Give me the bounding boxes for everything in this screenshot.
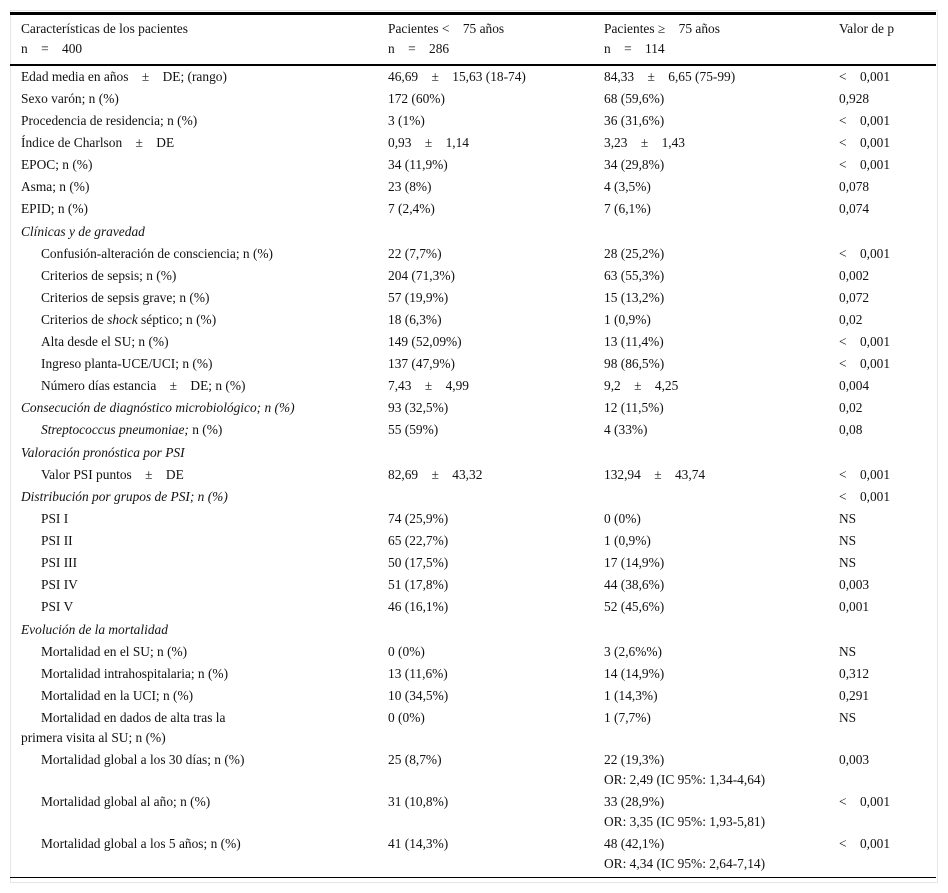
table-row	[10, 663, 936, 685]
value-75-plus: 33 (28,9%) OR: 3,35 (IC 95%: 1,93-5,81)	[593, 791, 828, 833]
row-label: Índice de Charlson ± DE	[21, 135, 175, 150]
row-label: Criterios de sepsis grave; n (%)	[41, 290, 210, 305]
row-label: Mortalidad en el SU; n (%)	[41, 644, 188, 659]
table-row	[10, 419, 936, 441]
value-75-plus: 44 (38,6%)	[604, 577, 665, 592]
value-75-plus: 84,33 ± 6,65 (75-99)	[604, 69, 736, 84]
value-under-75: 0 (0%)	[388, 710, 425, 725]
table-row	[10, 749, 936, 791]
value-under-75: 46 (16,1%)	[388, 599, 449, 614]
p-value: NS	[839, 533, 857, 548]
row-label: Criterios de sepsis; n (%)	[41, 268, 177, 283]
row-label: PSI III	[41, 555, 78, 570]
p-value: 0,003	[839, 577, 870, 592]
value-under-75: 10 (34,5%)	[388, 688, 449, 703]
row-label: Criterios de shock séptico; n (%)	[41, 312, 217, 327]
value-75-plus: 15 (13,2%)	[604, 290, 665, 305]
value-under-75: 7,43 ± 4,99	[388, 378, 469, 393]
p-value: < 0,001	[839, 135, 891, 150]
value-under-75: 50 (17,5%)	[388, 555, 449, 570]
p-value: 0,002	[839, 268, 870, 283]
value-under-75: 34 (11,9%)	[388, 157, 448, 172]
value-75-plus: 4 (3,5%)	[604, 179, 651, 194]
row-label: PSI V	[41, 599, 74, 614]
value-under-75: 51 (17,8%)	[388, 577, 449, 592]
table-row	[10, 552, 936, 574]
table-row	[10, 309, 936, 331]
p-value: 0,291	[839, 688, 870, 703]
p-value: NS	[839, 644, 857, 659]
value-under-75: 18 (6,3%)	[388, 312, 442, 327]
value-75-plus: 132,94 ± 43,74	[604, 467, 706, 482]
row-label: Consecución de diagnóstico microbiológico; n (%)	[21, 400, 295, 415]
value-under-75: 204 (71,3%)	[388, 268, 455, 283]
row-label: PSI II	[41, 533, 73, 548]
value-under-75: 23 (8%)	[388, 179, 432, 194]
p-value: NS	[839, 511, 857, 526]
value-under-75: 13 (11,6%)	[388, 666, 448, 681]
row-label: Confusión-alteración de consciencia; n (%)	[41, 246, 274, 261]
p-value: < 0,001	[839, 356, 891, 371]
value-75-plus: 28 (25,2%)	[604, 246, 665, 261]
row-label: PSI IV	[41, 577, 78, 592]
header-under-75: Pacientes < 75 años n = 286	[377, 14, 593, 65]
table-row	[10, 198, 936, 220]
value-75-plus	[593, 486, 828, 508]
table-row	[10, 65, 936, 88]
value-75-plus: 34 (29,8%)	[604, 157, 665, 172]
value-75-plus: 52 (45,6%)	[604, 599, 665, 614]
table-row	[10, 791, 936, 833]
table-header-row	[10, 14, 936, 65]
odds-ratio: OR: 2,49 (IC 95%: 1,34-4,64)	[604, 772, 766, 787]
p-value: 0,004	[839, 378, 870, 393]
value-under-75: 65 (22,7%)	[388, 533, 449, 548]
table-row	[10, 596, 936, 618]
p-value: 0,078	[839, 179, 870, 194]
row-label: Sexo varón; n (%)	[21, 91, 119, 106]
row-label: EPID; n (%)	[21, 201, 88, 216]
value-under-75: 31 (10,8%)	[388, 794, 449, 809]
value-under-75: 82,69 ± 43,32	[388, 467, 483, 482]
row-label: Alta desde el SU; n (%)	[41, 334, 169, 349]
table-row	[10, 641, 936, 663]
value-under-75: 0,93 ± 1,14	[388, 135, 469, 150]
p-value: 0,001	[839, 599, 870, 614]
value-75-plus: 9,2 ± 4,25	[604, 378, 679, 393]
table-row	[10, 375, 936, 397]
header-75-plus: Pacientes ≥ 75 años n = 114	[593, 14, 828, 65]
table-row	[10, 685, 936, 707]
table-row	[10, 353, 936, 375]
table-row	[10, 486, 936, 508]
header-characteristics: Características de los pacientes n = 400	[10, 14, 377, 65]
p-value: 0,02	[839, 400, 863, 415]
header-p-value: Valor de p	[828, 14, 936, 65]
table-row	[10, 243, 936, 265]
odds-ratio: OR: 4,34 (IC 95%: 2,64-7,14)	[604, 856, 766, 871]
p-value: 0,02	[839, 312, 863, 327]
p-value: NS	[839, 710, 857, 725]
value-75-plus: 17 (14,9%)	[604, 555, 665, 570]
value-75-plus: 3 (2,6%%)	[604, 644, 663, 659]
table-row	[10, 132, 936, 154]
table-row	[10, 707, 936, 749]
table-row	[10, 508, 936, 530]
p-value: 0,003	[839, 752, 870, 767]
table-row	[10, 464, 936, 486]
row-label: Número días estancia ± DE; n (%)	[41, 378, 246, 393]
p-value: 0,08	[839, 422, 863, 437]
value-75-plus: 1 (14,3%)	[604, 688, 658, 703]
section-title: Valoración pronóstica por PSI	[21, 445, 185, 460]
section-row	[10, 441, 936, 464]
p-value: < 0,001	[839, 246, 891, 261]
value-75-plus: 3,23 ± 1,43	[604, 135, 685, 150]
p-value: 0,928	[839, 91, 870, 106]
value-under-75: 74 (25,9%)	[388, 511, 449, 526]
value-75-plus: 1 (7,7%)	[604, 710, 651, 725]
p-value: < 0,001	[828, 833, 936, 878]
row-label: Mortalidad en la UCI; n (%)	[41, 688, 194, 703]
value-under-75: 7 (2,4%)	[388, 201, 435, 216]
table-row	[10, 265, 936, 287]
value-under-75: 3 (1%)	[388, 113, 425, 128]
table-row	[10, 287, 936, 309]
table-row	[10, 154, 936, 176]
value-under-75: 137 (47,9%)	[388, 356, 455, 371]
row-label: Mortalidad global a los 5 años; n (%)	[10, 833, 377, 878]
value-75-plus: 13 (11,4%)	[604, 334, 664, 349]
value-75-plus: 7 (6,1%)	[604, 201, 651, 216]
table-row	[10, 331, 936, 353]
row-label: Mortalidad global a los 30 días; n (%)	[41, 752, 245, 767]
table-row	[10, 574, 936, 596]
value-75-plus: 12 (11,5%)	[604, 400, 664, 415]
section-row	[10, 618, 936, 641]
p-value: < 0,001	[839, 113, 891, 128]
patient-characteristics-table	[10, 12, 936, 878]
value-75-plus: 48 (42,1%) OR: 4,34 (IC 95%: 2,64-7,14)	[593, 833, 828, 878]
value-under-75: 57 (19,9%)	[388, 290, 449, 305]
row-label: Mortalidad intrahospitalaria; n (%)	[41, 666, 229, 681]
value-75-plus: 22 (19,3%) OR: 2,49 (IC 95%: 1,34-4,64)	[593, 749, 828, 791]
p-value: < 0,001	[839, 489, 891, 504]
value-75-plus: 14 (14,9%)	[604, 666, 665, 681]
table-body	[10, 65, 936, 878]
row-label: Mortalidad global al año; n (%)	[41, 794, 211, 809]
row-label: PSI I	[41, 511, 69, 526]
value-under-75	[377, 486, 593, 508]
row-label: Distribución por grupos de PSI; n (%)	[21, 489, 228, 504]
p-value: < 0,001	[839, 157, 891, 172]
section-row	[10, 220, 936, 243]
table-row	[10, 176, 936, 198]
value-75-plus: 1 (0,9%)	[604, 533, 651, 548]
table-row	[10, 397, 936, 419]
value-75-plus: 1 (0,9%)	[604, 312, 651, 327]
p-value: NS	[839, 555, 857, 570]
row-label: Mortalidad en dados de alta tras la primera visita al SU; n (%)	[21, 710, 226, 745]
row-label: Ingreso planta-UCE/UCI; n (%)	[41, 356, 213, 371]
value-under-75: 25 (8,7%)	[388, 752, 442, 767]
value-75-plus: 98 (86,5%)	[604, 356, 665, 371]
row-label: Edad media en años ± DE; (rango)	[21, 69, 227, 84]
value-75-plus: 4 (33%)	[604, 422, 648, 437]
section-title: Clínicas y de gravedad	[21, 224, 145, 239]
value-under-75: 0 (0%)	[388, 644, 425, 659]
table-row	[10, 110, 936, 132]
row-label: Streptococcus pneumoniae; n (%)	[41, 422, 223, 437]
p-value: 0,072	[839, 290, 870, 305]
p-value: < 0,001	[839, 334, 891, 349]
odds-ratio: OR: 3,35 (IC 95%: 1,93-5,81)	[604, 814, 766, 829]
row-label: Procedencia de residencia; n (%)	[21, 113, 198, 128]
p-value: 0,074	[839, 201, 870, 216]
row-label: EPOC; n (%)	[21, 157, 93, 172]
row-label: Valor PSI puntos ± DE	[41, 467, 184, 482]
value-under-75: 41 (14,3%)	[377, 833, 593, 878]
value-under-75: 22 (7,7%)	[388, 246, 442, 261]
table-row	[10, 88, 936, 110]
p-value: < 0,001	[839, 467, 891, 482]
value-75-plus: 36 (31,6%)	[604, 113, 665, 128]
table-row	[10, 833, 936, 878]
value-under-75: 172 (60%)	[388, 91, 445, 106]
value-under-75: 149 (52,09%)	[388, 334, 462, 349]
table-row	[10, 530, 936, 552]
section-title: Evolución de la mortalidad	[21, 622, 168, 637]
p-value: 0,312	[839, 666, 870, 681]
value-75-plus: 0 (0%)	[604, 511, 641, 526]
p-value: < 0,001	[839, 794, 891, 809]
value-75-plus: 63 (55,3%)	[604, 268, 665, 283]
value-under-75: 55 (59%)	[388, 422, 439, 437]
p-value: < 0,001	[839, 69, 891, 84]
value-75-plus: 68 (59,6%)	[604, 91, 665, 106]
row-label: Asma; n (%)	[21, 179, 90, 194]
value-under-75: 93 (32,5%)	[388, 400, 449, 415]
value-under-75: 46,69 ± 15,63 (18-74)	[388, 69, 526, 84]
